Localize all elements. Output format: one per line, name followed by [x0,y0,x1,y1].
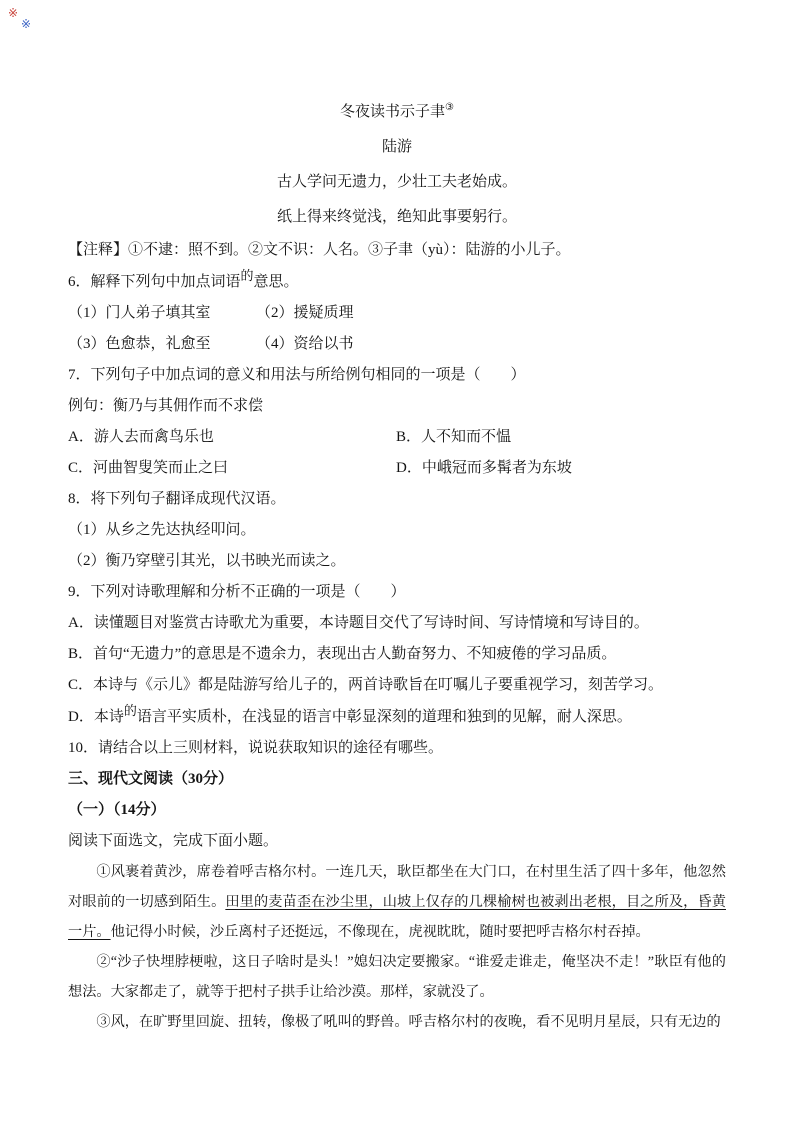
q6-stem-prefix: 6．解释下列句中加点词语 [68,274,241,290]
passage-paragraph-3: ③风，在旷野里回旋、扭转，像极了吼叫的野兽。呼吉格尔村的夜晚，看不见明月星辰，只有无边的 [96,1014,721,1030]
poem-title-note-ref: ③ [445,102,454,113]
q9-option-d-raised-char: 的 [123,703,137,718]
q7-option-b: B．人不知而不愠 [396,429,512,445]
question-6-stem [68,266,726,298]
q6-item-3: （3）色愈恭，礼愈至 [68,336,211,352]
q6-stem-suffix: 意思。 [253,274,299,290]
question-9-option-d [68,701,726,733]
q6-stem-raised-char: 的 [240,268,254,283]
q6-item-2: （2）援疑质理 [256,305,354,321]
q7-option-d: D．中峨冠而多髯者为东坡 [396,460,572,476]
question-10-stem: 10．请结合以上三则材料，说说获取知识的途径有哪些。 [68,740,444,756]
section-3-subheading: （一）（14分） [68,802,166,818]
q6-item-4: （4）资给以书 [256,336,354,352]
poem-title-text: 冬夜读书示子聿 [340,104,446,120]
paragraph-1-segment-1: ①风裹着黄沙，席卷着呼吉格尔村。一连几天，耿臣都坐在大门口，在村里生活了四十多年，他忽然对眼前的一切感到陌生。 [68,864,726,910]
q9-option-d-prefix: D．本诗 [68,709,124,725]
section-3-heading: 三、现代文阅读（30分） [68,771,234,787]
question-7-example: 例句：衡乃与其佣作而不求偿 [68,398,264,414]
question-6-items-row-1 [68,298,726,329]
question-9-option-c: C．本诗与《示儿》都是陆游写给儿子的，两首诗歌旨在叮嘱儿子要重视学习，刻苦学习。 [68,677,664,693]
question-6-items-row-2 [68,329,726,360]
passage-paragraph-1 [68,857,726,947]
question-7-options-row-1 [68,422,726,453]
document-content [68,90,726,1037]
q7-option-c: C．河曲智叟笑而止之曰 [68,460,229,476]
poem-title [68,90,726,130]
notes-line: 【注释】①不逮：照不到。②文不识：人名。③子聿（yù）：陆游的小儿子。 [68,242,571,258]
question-9-option-b: B．首句“无遗力”的意思是不遗余力，表现出古人勤奋努力、不知疲倦的学习品质。 [68,646,617,662]
corner-mark-blue-icon: ※ [21,17,32,31]
paragraph-1-segment-3: 他记得小时候，沙丘离村子还挺远，不像现在，虎视眈眈，随时要把呼吉格尔村吞掉。 [110,924,650,940]
question-9-stem: 9．下列对诗歌理解和分析不正确的一项是（ ） [68,584,406,600]
question-8-item-2: （2）衡乃穿壁引其光，以书映光而读之。 [68,553,346,569]
poem-line-2: 纸上得来终觉浅，绝知此事要躬行。 [276,209,517,225]
question-7-options-row-2 [68,453,726,484]
corner-mark-red-icon: ※ [8,6,19,20]
paragraph-1-underlined-sentence: 田里的麦苗歪在沙尘里，山坡上仅存的几棵榆树也被剥出老根，目之所及，昏黄一片。 [68,894,726,940]
passage-paragraph-2: ②“沙子快埋脖梗啦，这日子啥时是头！”媳妇决定要搬家。“谁爱走谁走，俺坚决不走！”耿臣有他的想法。大家都走了，就等于把村子拱手让给沙漠。那样，家就没了。 [68,954,726,1000]
reading-intro: 阅读下面选文，完成下面小题。 [68,833,279,849]
question-8-item-1: （1）从乡之先达执经叩问。 [68,522,256,538]
poem-line-1: 古人学问无遗力，少壮工夫老始成。 [276,174,517,190]
question-7-stem: 7．下列句子中加点词的意义和用法与所给例句相同的一项是（ ） [68,367,526,383]
poem-author: 陆游 [381,139,412,155]
q7-option-a: A．游人去而禽鸟乐也 [68,429,214,445]
question-9-option-a: A．读懂题目对鉴赏古诗歌尤为重要，本诗题目交代了写诗时间、写诗情境和写诗目的。 [68,615,649,631]
question-8-stem: 8．将下列句子翻译成现代汉语。 [68,491,286,507]
q9-option-d-suffix: 语言平实质朴，在浅显的语言中彰显深刻的道理和独到的见解，耐人深思。 [136,709,632,725]
q6-item-1: （1）门人弟子填其室 [68,305,211,321]
